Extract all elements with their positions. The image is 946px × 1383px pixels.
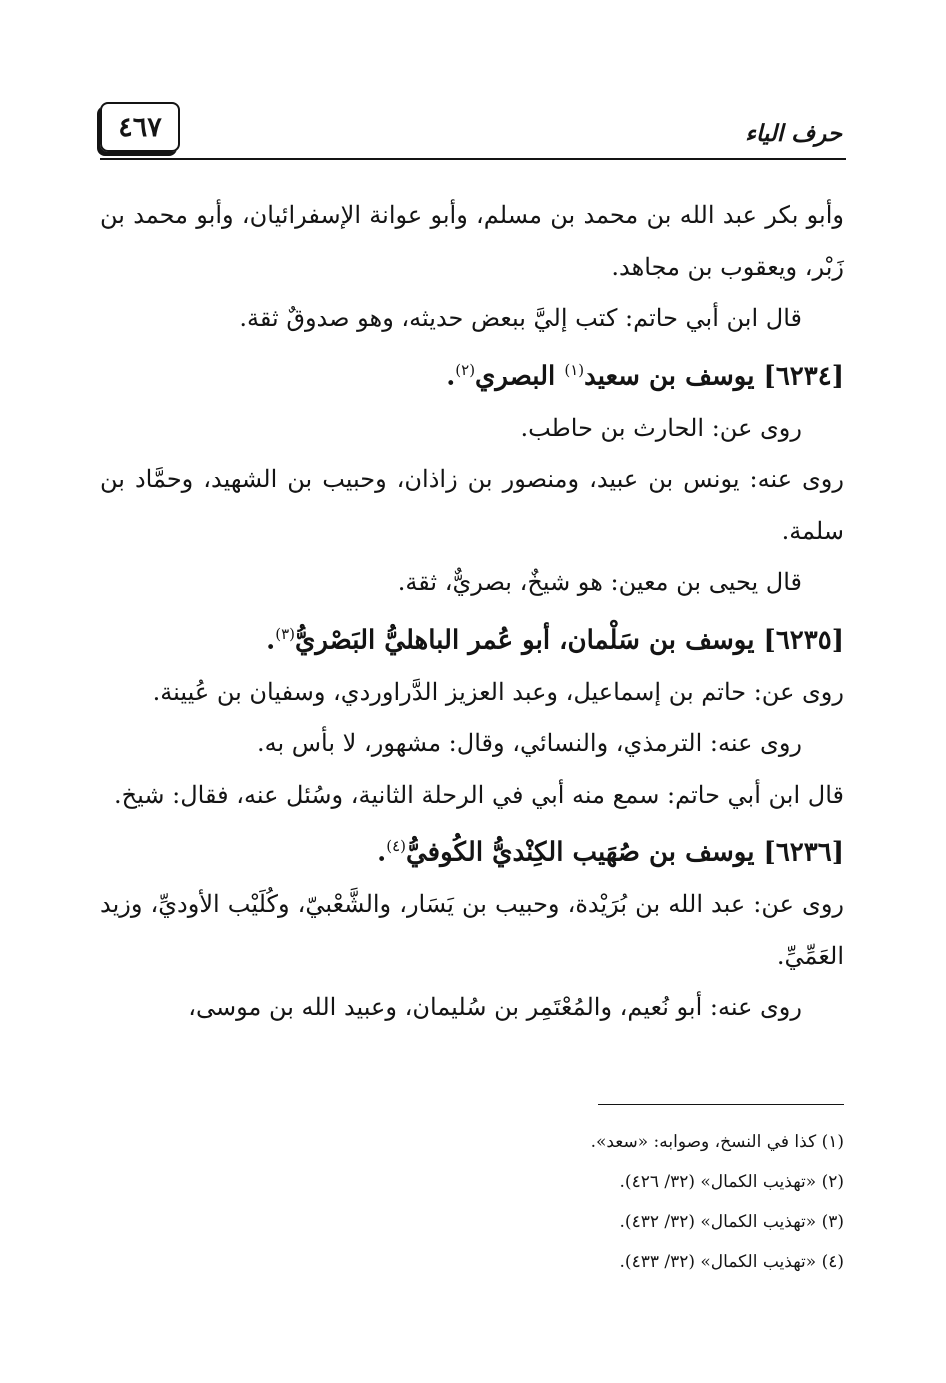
paragraph: وأبو بكر عبد الله بن محمد بن مسلم، وأبو عوانة الإسفرائيان، وأبو محمد بن زَبْر، ويعقوب بن مجاهد. bbox=[100, 201, 844, 281]
running-title: حرف الياء bbox=[745, 120, 842, 147]
entry-name: يوسف بن صُهَيب الكِنْديُّ الكُوفيُّ bbox=[406, 837, 755, 868]
entry-end: . bbox=[446, 361, 456, 392]
paragraph: روى عنه: أبو نُعيم، والمُعْتَمِر بن سُليمان، وعبيد الله بن موسى، bbox=[188, 993, 802, 1022]
footnote-ref: (٢) bbox=[455, 360, 476, 379]
paragraph: قال ابن أبي حاتم: كتب إليَّ ببعض حديثه، وهو صدوقٌ ثقة. bbox=[239, 304, 802, 332]
entry-number: [٦٢٣٥] bbox=[763, 625, 844, 656]
entry-number: [٦٢٣٦] bbox=[763, 837, 844, 868]
page-number: ٤٦٧ bbox=[100, 102, 180, 152]
paragraph: روى عن: حاتم بن إسماعيل، وعبد العزيز الدَّراوردي، وسفيان بن عُيينة. bbox=[152, 677, 844, 706]
entry-end: . bbox=[266, 625, 276, 656]
footnotes bbox=[144, 1122, 844, 1282]
footnote-separator bbox=[598, 1104, 844, 1105]
footnote: (١) كذا في النسخ، وصوابه: «سعد». bbox=[590, 1132, 844, 1152]
paragraph: قال ابن أبي حاتم: سمع منه أبي في الرحلة الثانية، وسُئل عنه، فقال: شيخ. bbox=[114, 780, 844, 809]
footnote: (٢) «تهذيب الكمال» (٣٢/ ٤٢٦). bbox=[619, 1172, 844, 1192]
footnote: (٤) «تهذيب الكمال» (٣٢/ ٤٣٣). bbox=[619, 1252, 844, 1272]
entry-name: يوسف بن سَلْمان، أبو عُمر الباهليُّ البَصْريُّ bbox=[294, 625, 755, 656]
entry-heading-6235 bbox=[100, 609, 844, 667]
entry-number: [٦٢٣٤] bbox=[763, 361, 844, 392]
main-text bbox=[100, 190, 844, 1034]
paragraph: روى عن: عبد الله بن بُرَيْدة، وحبيب بن يَسَار، والشَّعْبيّ، وكُلَيْب الأوديِّ، وزيد العَمِّيِّ. bbox=[100, 890, 844, 970]
paragraph: روى عنه: الترمذي، والنسائي، وقال: مشهور، لا بأس به. bbox=[256, 729, 802, 758]
header-rule bbox=[100, 158, 846, 160]
footnote-ref: (٣) bbox=[275, 624, 295, 643]
paragraph: روى عن: الحارث بن حاطب. bbox=[520, 413, 802, 442]
entry-name: يوسف بن سعيد bbox=[584, 361, 755, 392]
footnote-ref: (٤) bbox=[386, 837, 407, 856]
entry-name: البصري bbox=[475, 361, 556, 392]
footnote-ref: (١) bbox=[564, 360, 585, 379]
entry-end: . bbox=[377, 837, 387, 868]
entry-heading-6234 bbox=[100, 345, 844, 403]
page-header bbox=[100, 98, 846, 160]
paragraph: قال يحيى بن معين: هو شيخٌ، بصريٌّ، ثقة. bbox=[397, 568, 802, 597]
entry-heading-6236 bbox=[100, 821, 844, 879]
footnote: (٣) «تهذيب الكمال» (٣٢/ ٤٣٢). bbox=[619, 1212, 844, 1232]
paragraph: روى عنه: يونس بن عبيد، ومنصور بن زاذان، وحبيب بن الشهيد، وحمَّاد بن سلمة. bbox=[100, 465, 844, 545]
